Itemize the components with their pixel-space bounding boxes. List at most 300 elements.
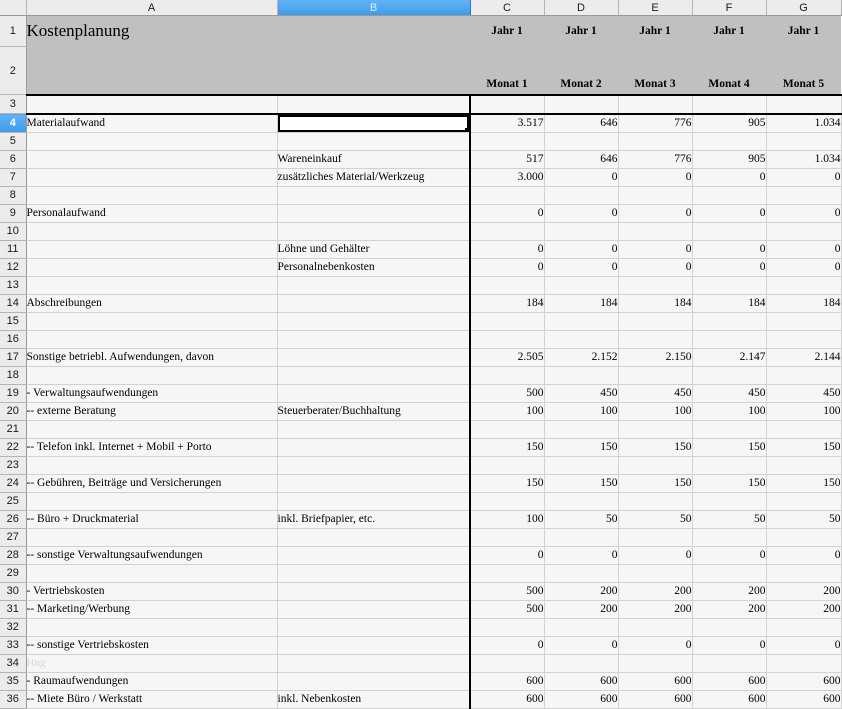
cell-g18[interactable]: [766, 366, 841, 384]
cell-f12[interactable]: 0: [692, 258, 766, 276]
cell-d22[interactable]: 150: [544, 438, 618, 456]
cell-b2[interactable]: [277, 47, 470, 95]
cell-d27[interactable]: [544, 528, 618, 546]
cell-c4[interactable]: 3.517: [470, 114, 544, 133]
cell-a20[interactable]: -- externe Beratung: [26, 402, 277, 420]
cell-b15[interactable]: [277, 312, 470, 330]
cell-d1-year[interactable]: Jahr 1: [544, 16, 618, 47]
cell-f23[interactable]: [692, 456, 766, 474]
cell-e4[interactable]: 776: [618, 114, 692, 133]
cell-f29[interactable]: [692, 564, 766, 582]
cell-d19[interactable]: 450: [544, 384, 618, 402]
cell-a26[interactable]: -- Büro + Druckmaterial: [26, 510, 277, 528]
cell-e23[interactable]: [618, 456, 692, 474]
cell-b24[interactable]: [277, 474, 470, 492]
cell-c7[interactable]: 3.000: [470, 168, 544, 186]
cell-c9[interactable]: 0: [470, 204, 544, 222]
cell-c8[interactable]: [470, 186, 544, 204]
cell-g32[interactable]: [766, 618, 841, 636]
cell-c29[interactable]: [470, 564, 544, 582]
row-header-6[interactable]: 6: [0, 150, 26, 168]
column-header-e[interactable]: E: [618, 0, 692, 16]
cell-c21[interactable]: [470, 420, 544, 438]
cell-d13[interactable]: [544, 276, 618, 294]
cell-e35[interactable]: 600: [618, 672, 692, 690]
cell-a22[interactable]: -- Telefon inkl. Internet + Mobil + Porto: [26, 438, 277, 456]
cell-e21[interactable]: [618, 420, 692, 438]
cell-f17[interactable]: 2.147: [692, 348, 766, 366]
cell-f28[interactable]: 0: [692, 546, 766, 564]
cell-b13[interactable]: [277, 276, 470, 294]
cell-b25[interactable]: [277, 492, 470, 510]
active-cell-outline: [278, 115, 470, 132]
cell-g28[interactable]: 0: [766, 546, 841, 564]
row-header-28[interactable]: 28: [0, 546, 26, 564]
cell-f32[interactable]: [692, 618, 766, 636]
cell-f1-year[interactable]: Jahr 1: [692, 16, 766, 47]
cell-a2[interactable]: [26, 47, 277, 95]
cell-f14[interactable]: 184: [692, 294, 766, 312]
cell-a33[interactable]: -- sonstige Vertriebskosten: [26, 636, 277, 654]
cell-b30[interactable]: [277, 582, 470, 600]
cell-d3[interactable]: [544, 95, 618, 114]
cell-a15[interactable]: [26, 312, 277, 330]
cell-e20[interactable]: 100: [618, 402, 692, 420]
row-header-3[interactable]: 3: [0, 95, 26, 114]
cell-c6[interactable]: 517: [470, 150, 544, 168]
cell-c27[interactable]: [470, 528, 544, 546]
cell-c24[interactable]: 150: [470, 474, 544, 492]
row-header-33[interactable]: 33: [0, 636, 26, 654]
cell-b23[interactable]: [277, 456, 470, 474]
cell-f30[interactable]: 200: [692, 582, 766, 600]
cell-c36[interactable]: 600: [470, 690, 544, 708]
cell-d11[interactable]: 0: [544, 240, 618, 258]
cell-f8[interactable]: [692, 186, 766, 204]
cell-g31[interactable]: 200: [766, 600, 841, 618]
row-header-22[interactable]: 22: [0, 438, 26, 456]
cell-b27[interactable]: [277, 528, 470, 546]
cell-b10[interactable]: [277, 222, 470, 240]
row-header-21[interactable]: 21: [0, 420, 26, 438]
cell-g22[interactable]: 150: [766, 438, 841, 456]
cell-c1-year[interactable]: Jahr 1: [470, 16, 544, 47]
cell-d34[interactable]: [544, 654, 618, 672]
cell-g5[interactable]: [766, 132, 841, 150]
cell-e1-year[interactable]: Jahr 1: [618, 16, 692, 47]
cell-a4[interactable]: Materialaufwand: [26, 114, 277, 133]
cell-d31[interactable]: 200: [544, 600, 618, 618]
cell-e24[interactable]: 150: [618, 474, 692, 492]
cell-e5[interactable]: [618, 132, 692, 150]
cell-f6[interactable]: 905: [692, 150, 766, 168]
cell-g34[interactable]: [766, 654, 841, 672]
cell-g36[interactable]: 600: [766, 690, 841, 708]
cell-d8[interactable]: [544, 186, 618, 204]
cell-c10[interactable]: [470, 222, 544, 240]
cell-c11[interactable]: 0: [470, 240, 544, 258]
cell-g17[interactable]: 2.144: [766, 348, 841, 366]
cell-a35[interactable]: - Raumaufwendungen: [26, 672, 277, 690]
cell-g10[interactable]: [766, 222, 841, 240]
cell-c2-month[interactable]: Monat 1: [470, 47, 544, 95]
cell-a24[interactable]: -- Gebühren, Beiträge und Versicherungen: [26, 474, 277, 492]
cell-c17[interactable]: 2.505: [470, 348, 544, 366]
cell-f20[interactable]: 100: [692, 402, 766, 420]
cell-f26[interactable]: 50: [692, 510, 766, 528]
cell-e11[interactable]: 0: [618, 240, 692, 258]
cell-c31[interactable]: 500: [470, 600, 544, 618]
cell-g27[interactable]: [766, 528, 841, 546]
cell-e31[interactable]: 200: [618, 600, 692, 618]
row-header-16[interactable]: 16: [0, 330, 26, 348]
cell-b21[interactable]: [277, 420, 470, 438]
row-header-8[interactable]: 8: [0, 186, 26, 204]
cell-e25[interactable]: [618, 492, 692, 510]
row-header-23[interactable]: 23: [0, 456, 26, 474]
cell-e32[interactable]: [618, 618, 692, 636]
cell-d16[interactable]: [544, 330, 618, 348]
cell-d2-month[interactable]: Monat 2: [544, 47, 618, 95]
cell-b6[interactable]: Wareneinkauf: [277, 150, 470, 168]
column-header-b[interactable]: B: [277, 0, 470, 16]
cell-b35[interactable]: [277, 672, 470, 690]
cell-d23[interactable]: [544, 456, 618, 474]
cell-e8[interactable]: [618, 186, 692, 204]
cell-b34[interactable]: [277, 654, 470, 672]
cell-f10[interactable]: [692, 222, 766, 240]
cell-e7[interactable]: 0: [618, 168, 692, 186]
cell-d28[interactable]: 0: [544, 546, 618, 564]
cell-d15[interactable]: [544, 312, 618, 330]
cell-e36[interactable]: 600: [618, 690, 692, 708]
cell-e26[interactable]: 50: [618, 510, 692, 528]
cell-c22[interactable]: 150: [470, 438, 544, 456]
cell-c12[interactable]: 0: [470, 258, 544, 276]
cell-c26[interactable]: 100: [470, 510, 544, 528]
cell-b14[interactable]: [277, 294, 470, 312]
cell-e30[interactable]: 200: [618, 582, 692, 600]
row-header-19[interactable]: 19: [0, 384, 26, 402]
cell-f15[interactable]: [692, 312, 766, 330]
cell-b36[interactable]: inkl. Nebenkosten: [277, 690, 470, 708]
cell-c13[interactable]: [470, 276, 544, 294]
row-header-25[interactable]: 25: [0, 492, 26, 510]
cell-f18[interactable]: [692, 366, 766, 384]
cell-f22[interactable]: 150: [692, 438, 766, 456]
cell-a32[interactable]: [26, 618, 277, 636]
cell-e27[interactable]: [618, 528, 692, 546]
cell-e28[interactable]: 0: [618, 546, 692, 564]
cell-g25[interactable]: [766, 492, 841, 510]
cell-b1[interactable]: [277, 16, 470, 47]
cell-d10[interactable]: [544, 222, 618, 240]
cell-c25[interactable]: [470, 492, 544, 510]
cell-d33[interactable]: 0: [544, 636, 618, 654]
cell-g21[interactable]: [766, 420, 841, 438]
cell-g7[interactable]: 0: [766, 168, 841, 186]
cell-d9[interactable]: 0: [544, 204, 618, 222]
cell-g8[interactable]: [766, 186, 841, 204]
cell-b31[interactable]: [277, 600, 470, 618]
row-header-12[interactable]: 12: [0, 258, 26, 276]
cell-d26[interactable]: 50: [544, 510, 618, 528]
cell-b16[interactable]: [277, 330, 470, 348]
cell-a11[interactable]: [26, 240, 277, 258]
cell-a19[interactable]: - Verwaltungsaufwendungen: [26, 384, 277, 402]
cell-d32[interactable]: [544, 618, 618, 636]
cell-g1-year[interactable]: Jahr 1: [766, 16, 841, 47]
cell-c16[interactable]: [470, 330, 544, 348]
cell-g30[interactable]: 200: [766, 582, 841, 600]
cell-a27[interactable]: [26, 528, 277, 546]
row-header-26[interactable]: 26: [0, 510, 26, 528]
cell-d36[interactable]: 600: [544, 690, 618, 708]
cell-a10[interactable]: [26, 222, 277, 240]
cell-b29[interactable]: [277, 564, 470, 582]
cell-g26[interactable]: 50: [766, 510, 841, 528]
cell-c3[interactable]: [470, 95, 544, 114]
row-header-30[interactable]: 30: [0, 582, 26, 600]
cell-d5[interactable]: [544, 132, 618, 150]
row-header-1[interactable]: 1: [0, 16, 26, 47]
cell-d29[interactable]: [544, 564, 618, 582]
cell-g13[interactable]: [766, 276, 841, 294]
row-header-15[interactable]: 15: [0, 312, 26, 330]
cell-c20[interactable]: 100: [470, 402, 544, 420]
column-header-c[interactable]: C: [470, 0, 544, 16]
cell-a36[interactable]: -- Miete Büro / Werkstatt: [26, 690, 277, 708]
cell-g11[interactable]: 0: [766, 240, 841, 258]
cell-g29[interactable]: [766, 564, 841, 582]
column-header-a[interactable]: A: [26, 0, 277, 16]
cell-e22[interactable]: 150: [618, 438, 692, 456]
cell-b3[interactable]: [277, 95, 470, 114]
cell-d6[interactable]: 646: [544, 150, 618, 168]
cell-e10[interactable]: [618, 222, 692, 240]
cell-f9[interactable]: 0: [692, 204, 766, 222]
cell-f34[interactable]: [692, 654, 766, 672]
cell-c18[interactable]: [470, 366, 544, 384]
cell-a14[interactable]: Abschreibungen: [26, 294, 277, 312]
cell-g19[interactable]: 450: [766, 384, 841, 402]
row-header-17[interactable]: 17: [0, 348, 26, 366]
cell-f7[interactable]: 0: [692, 168, 766, 186]
cell-g16[interactable]: [766, 330, 841, 348]
cell-e16[interactable]: [618, 330, 692, 348]
cell-a3[interactable]: [26, 95, 277, 114]
cell-f36[interactable]: 600: [692, 690, 766, 708]
row-header-11[interactable]: 11: [0, 240, 26, 258]
cell-a29[interactable]: [26, 564, 277, 582]
column-header-d[interactable]: D: [544, 0, 618, 16]
cell-b32[interactable]: [277, 618, 470, 636]
column-header-g[interactable]: G: [766, 0, 841, 16]
row-header-2[interactable]: 2: [0, 47, 26, 95]
row-header-13[interactable]: 13: [0, 276, 26, 294]
cell-e33[interactable]: 0: [618, 636, 692, 654]
cell-a13[interactable]: [26, 276, 277, 294]
cell-c19[interactable]: 500: [470, 384, 544, 402]
cell-d35[interactable]: 600: [544, 672, 618, 690]
cell-c32[interactable]: [470, 618, 544, 636]
cell-g20[interactable]: 100: [766, 402, 841, 420]
fill-handle[interactable]: [465, 128, 469, 132]
cell-c33[interactable]: 0: [470, 636, 544, 654]
cell-g3[interactable]: [766, 95, 841, 114]
cell-a12[interactable]: [26, 258, 277, 276]
cell-a28[interactable]: -- sonstige Verwaltungsaufwendungen: [26, 546, 277, 564]
cell-c5[interactable]: [470, 132, 544, 150]
row-header-7[interactable]: 7: [0, 168, 26, 186]
cell-b11[interactable]: Löhne und Gehälter: [277, 240, 470, 258]
cell-b7[interactable]: zusätzliches Material/Werkzeug: [277, 168, 470, 186]
cell-b12[interactable]: Personalnebenkosten: [277, 258, 470, 276]
table-row: [0, 276, 841, 294]
row-header-4[interactable]: 4: [0, 114, 26, 133]
cell-c34[interactable]: [470, 654, 544, 672]
cell-f35[interactable]: 600: [692, 672, 766, 690]
row-header-31[interactable]: 31: [0, 600, 26, 618]
cell-d18[interactable]: [544, 366, 618, 384]
cell-c30[interactable]: 500: [470, 582, 544, 600]
cell-b33[interactable]: [277, 636, 470, 654]
row-header-18[interactable]: 18: [0, 366, 26, 384]
cell-e2-month[interactable]: Monat 3: [618, 47, 692, 95]
cell-f13[interactable]: [692, 276, 766, 294]
row-header-10[interactable]: 10: [0, 222, 26, 240]
cell-c23[interactable]: [470, 456, 544, 474]
cell-a21[interactable]: [26, 420, 277, 438]
row-header-36[interactable]: 36: [0, 690, 26, 708]
cell-e15[interactable]: [618, 312, 692, 330]
cell-c35[interactable]: 600: [470, 672, 544, 690]
cell-d17[interactable]: 2.152: [544, 348, 618, 366]
cell-b18[interactable]: [277, 366, 470, 384]
cell-b5[interactable]: [277, 132, 470, 150]
cell-c14[interactable]: 184: [470, 294, 544, 312]
cell-f24[interactable]: 150: [692, 474, 766, 492]
cell-b22[interactable]: [277, 438, 470, 456]
cell-e9[interactable]: 0: [618, 204, 692, 222]
row-header-35[interactable]: 35: [0, 672, 26, 690]
row-header-20[interactable]: 20: [0, 402, 26, 420]
cell-b8[interactable]: [277, 186, 470, 204]
cell-a9[interactable]: Personalaufwand: [26, 204, 277, 222]
cell-g9[interactable]: 0: [766, 204, 841, 222]
cell-b9[interactable]: [277, 204, 470, 222]
cell-b20[interactable]: Steuerberater/Buchhaltung: [277, 402, 470, 420]
cell-a31[interactable]: -- Marketing/Werbung: [26, 600, 277, 618]
cell-g4[interactable]: 1.034: [766, 114, 841, 133]
cell-d4[interactable]: 646: [544, 114, 618, 133]
row-header-24[interactable]: 24: [0, 474, 26, 492]
cell-d21[interactable]: [544, 420, 618, 438]
row-header-14[interactable]: 14: [0, 294, 26, 312]
cell-d30[interactable]: 200: [544, 582, 618, 600]
cell-c15[interactable]: [470, 312, 544, 330]
row-header-27[interactable]: 27: [0, 528, 26, 546]
cell-d25[interactable]: [544, 492, 618, 510]
cell-f5[interactable]: [692, 132, 766, 150]
cell-g33[interactable]: 0: [766, 636, 841, 654]
cell-d12[interactable]: 0: [544, 258, 618, 276]
cell-e17[interactable]: 2.150: [618, 348, 692, 366]
select-all-corner[interactable]: [0, 0, 26, 16]
cell-g15[interactable]: [766, 312, 841, 330]
cell-b28[interactable]: [277, 546, 470, 564]
cell-f19[interactable]: 450: [692, 384, 766, 402]
cell-b17[interactable]: [277, 348, 470, 366]
cell-a17[interactable]: Sonstige betriebl. Aufwendungen, davon: [26, 348, 277, 366]
cell-a30[interactable]: - Vertriebskosten: [26, 582, 277, 600]
cell-e18[interactable]: [618, 366, 692, 384]
cell-f27[interactable]: [692, 528, 766, 546]
cell-g2-month[interactable]: Monat 5: [766, 47, 841, 95]
cell-f31[interactable]: 200: [692, 600, 766, 618]
cell-g6[interactable]: 1.034: [766, 150, 841, 168]
cell-f16[interactable]: [692, 330, 766, 348]
table-row: [0, 474, 841, 492]
cell-f3[interactable]: [692, 95, 766, 114]
row-header-32[interactable]: 32: [0, 618, 26, 636]
row-header-34[interactable]: 34: [0, 654, 26, 672]
cell-a25[interactable]: [26, 492, 277, 510]
cell-f21[interactable]: [692, 420, 766, 438]
cell-f33[interactable]: 0: [692, 636, 766, 654]
cell-c28[interactable]: 0: [470, 546, 544, 564]
row-header-9[interactable]: 9: [0, 204, 26, 222]
cell-a5[interactable]: [26, 132, 277, 150]
cell-a16[interactable]: [26, 330, 277, 348]
cell-g35[interactable]: 600: [766, 672, 841, 690]
cell-e13[interactable]: [618, 276, 692, 294]
cell-g12[interactable]: 0: [766, 258, 841, 276]
row-header-29[interactable]: 29: [0, 564, 26, 582]
cell-f11[interactable]: 0: [692, 240, 766, 258]
row-header-5[interactable]: 5: [0, 132, 26, 150]
cell-g23[interactable]: [766, 456, 841, 474]
cell-d14[interactable]: 184: [544, 294, 618, 312]
cell-f4[interactable]: 905: [692, 114, 766, 133]
cell-a7[interactable]: [26, 168, 277, 186]
cell-f2-month[interactable]: Monat 4: [692, 47, 766, 95]
cell-b26[interactable]: inkl. Briefpapier, etc.: [277, 510, 470, 528]
cell-a8[interactable]: [26, 186, 277, 204]
cell-e14[interactable]: 184: [618, 294, 692, 312]
cell-d20[interactable]: 100: [544, 402, 618, 420]
cell-e3[interactable]: [618, 95, 692, 114]
cell-e12[interactable]: 0: [618, 258, 692, 276]
cell-d7[interactable]: 0: [544, 168, 618, 186]
cell-e34[interactable]: [618, 654, 692, 672]
cell-a6[interactable]: [26, 150, 277, 168]
cell-b19[interactable]: [277, 384, 470, 402]
table-row: [0, 690, 841, 708]
active-cell-B4[interactable]: [277, 114, 470, 133]
cell-a34[interactable]: Hng: [26, 654, 277, 672]
cell-e29[interactable]: [618, 564, 692, 582]
cell-a18[interactable]: [26, 366, 277, 384]
cell-a23[interactable]: [26, 456, 277, 474]
cell-d24[interactable]: 150: [544, 474, 618, 492]
cell-e6[interactable]: 776: [618, 150, 692, 168]
column-header-f[interactable]: F: [692, 0, 766, 16]
cell-g14[interactable]: 184: [766, 294, 841, 312]
cell-e19[interactable]: 450: [618, 384, 692, 402]
cell-f25[interactable]: [692, 492, 766, 510]
cell-g24[interactable]: 150: [766, 474, 841, 492]
